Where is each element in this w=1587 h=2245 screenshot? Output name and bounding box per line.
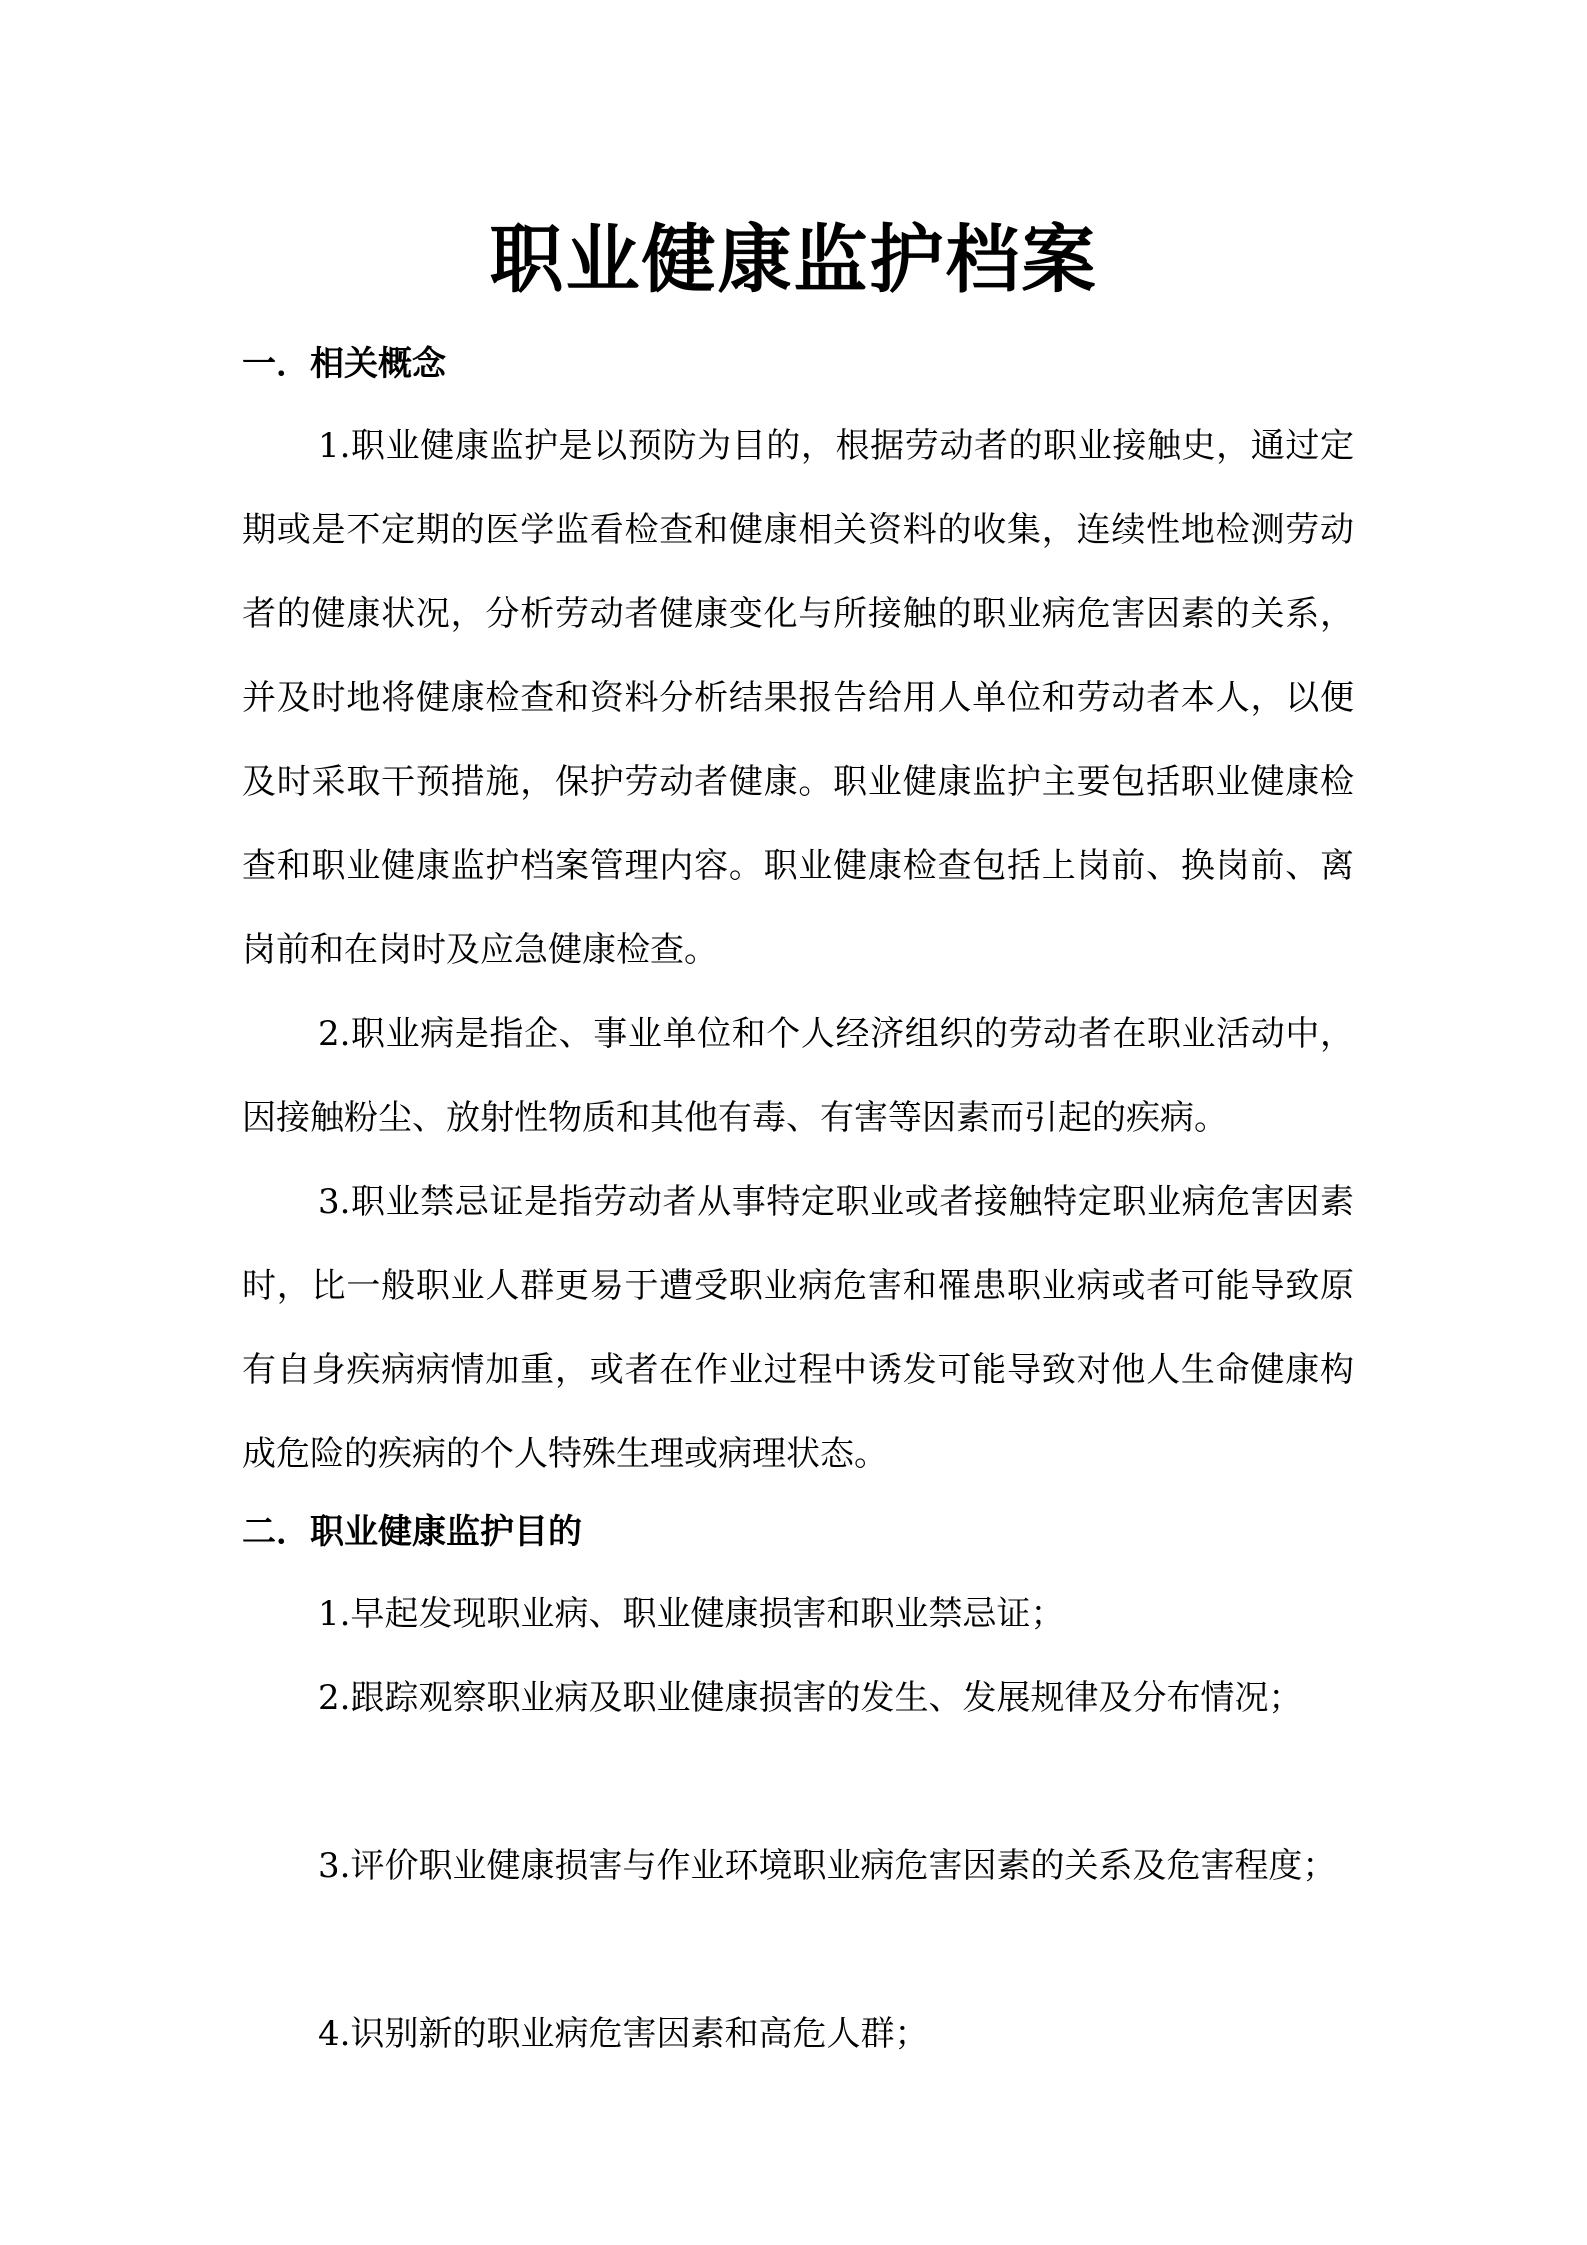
section-heading-concepts: 一．相关概念 — [242, 344, 446, 384]
paragraph-occupational-disease-definition: 2.职业病是指企、事业单位和个人经济组织的劳动者在职业活动中，因接触粉尘、放射性物质和其他有毒、有害等因素而引起的疾病。 — [242, 1014, 1354, 1138]
purpose-item-2: 2.跟踪观察职业病及职业健康损害的发生、发展规律及分布情况； — [318, 1678, 1303, 1718]
paragraph-health-surveillance-definition: 1.职业健康监护是以预防为目的，根据劳动者的职业接触史，通过定期或是不定期的医学监看检查和健康相关资料的收集，连续性地检测劳动者的健康状况，分析劳动者健康变化与所接触的职业病危害因素的关系，并及时地将健康检查和资料分析结果报告给用人单位和劳动者本人，以便及时采取干预措施，保护劳动者健康。职业健康监护主要包括职业健康检查和职业健康监护档案管理内容。职业健康检查包括上岗前、换岗前、离岗前和在岗时及应急健康检查。 — [242, 426, 1354, 970]
purpose-item-4: 4.识别新的职业病危害因素和高危人群； — [318, 2014, 929, 2054]
section-heading-purpose: 二．职业健康监护目的 — [242, 1512, 582, 1552]
paragraph-contraindication-definition: 3.职业禁忌证是指劳动者从事特定职业或者接触特定职业病危害因素时，比一般职业人群更易于遭受职业病危害和罹患职业病或者可能导致原有自身疾病病情加重，或者在作业过程中诱发可能导致对他人生命健康构成危险的疾病的个人特殊生理或病理状态。 — [242, 1182, 1354, 1474]
purpose-item-3: 3.评价职业健康损害与作业环境职业病危害因素的关系及危害程度； — [318, 1846, 1337, 1886]
purpose-item-1: 1.早起发现职业病、职业健康损害和职业禁忌证； — [318, 1594, 1065, 1634]
document-title: 职业健康监护档案 — [489, 217, 1098, 303]
